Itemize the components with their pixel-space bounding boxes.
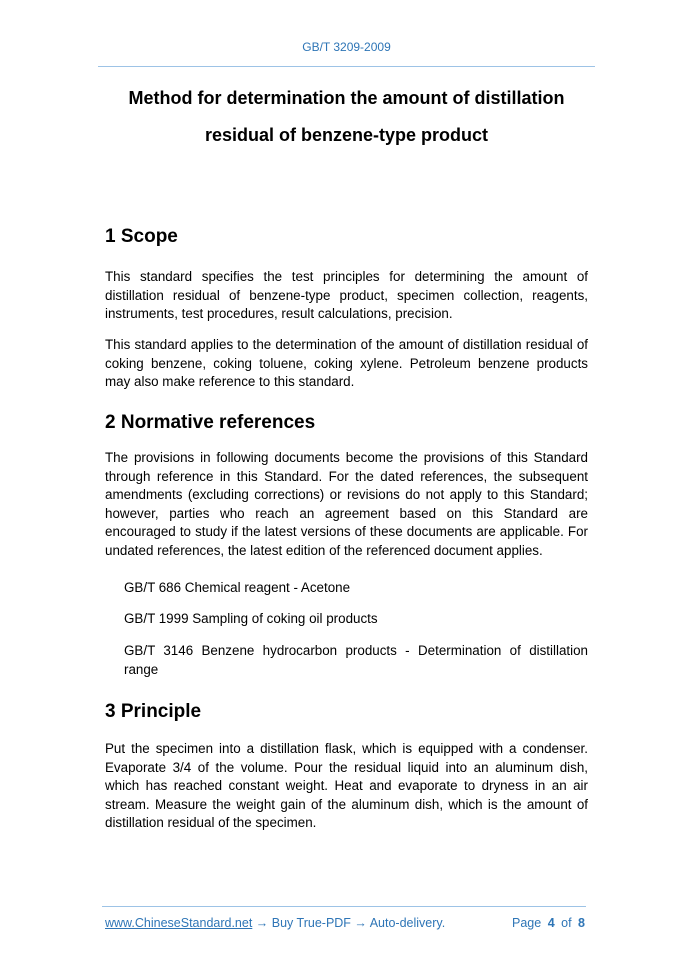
footer-divider (102, 906, 586, 907)
header-doc-id: GB/T 3209-2009 (302, 40, 391, 54)
document-title-line-1: Method for determination the amount of distillation (128, 88, 565, 108)
section-heading-principle: 3 Principle (105, 701, 202, 722)
current-page: 4 (547, 916, 555, 930)
of-label: of (561, 916, 572, 930)
footer-promo-text: → Buy True-PDF → Auto-delivery. (252, 916, 446, 930)
scope-paragraph-1: This standard specifies the test principles for determining the amount of distillation residual of benzene-type product, specimen collection, reagents, instruments, test procedures, result calculations, precision. (105, 269, 588, 322)
header-divider (98, 66, 595, 67)
scope-paragraph-2: This standard applies to the determination of the amount of distillation residual of coking benzene, coking toluene, coking xylene. Petroleum benzene products may also make reference to this standard. (105, 337, 588, 390)
principle-paragraph: Put the specimen into a distillation flask, which is equipped with a condenser. Evaporate 3/4 of the volume. Pour the residual liquid into an aluminum dish, which has reached constant weight. Heat and evaporate to dryness in an air stream. Measure the weight gain of the aluminum dish, which is the amount of distillation residual of the specimen. (105, 741, 588, 831)
section-heading-scope: 1 Scope (105, 226, 178, 247)
reference-item: GB/T 3146 Benzene hydrocarbon products - Determination of distillation range (124, 643, 588, 677)
reference-item: GB/T 1999 Sampling of coking oil products (124, 611, 378, 626)
page-indicator (512, 916, 585, 930)
reference-item: GB/T 686 Chemical reagent - Acetone (124, 580, 351, 595)
section-heading-normative-references: 2 Normative references (105, 412, 316, 433)
footer (105, 916, 585, 930)
footer-promo (105, 916, 445, 930)
document-title-line-2: residual of benzene-type product (204, 125, 489, 145)
normative-references-paragraph: The provisions in following documents become the provisions of this Standard through reference in this Standard. For the dated references, the subsequent amendments (excluding corrections) or revisions do not apply to this Standard; however, parties who reach an agreement based on this Standard are encouraged to study if the latest versions of these documents are applicable. For undated references, the latest edition of the referenced document applies. (105, 450, 588, 558)
page-label: Page (512, 916, 542, 930)
website-link[interactable]: www.ChineseStandard.net (105, 916, 253, 930)
total-pages: 8 (578, 916, 585, 930)
